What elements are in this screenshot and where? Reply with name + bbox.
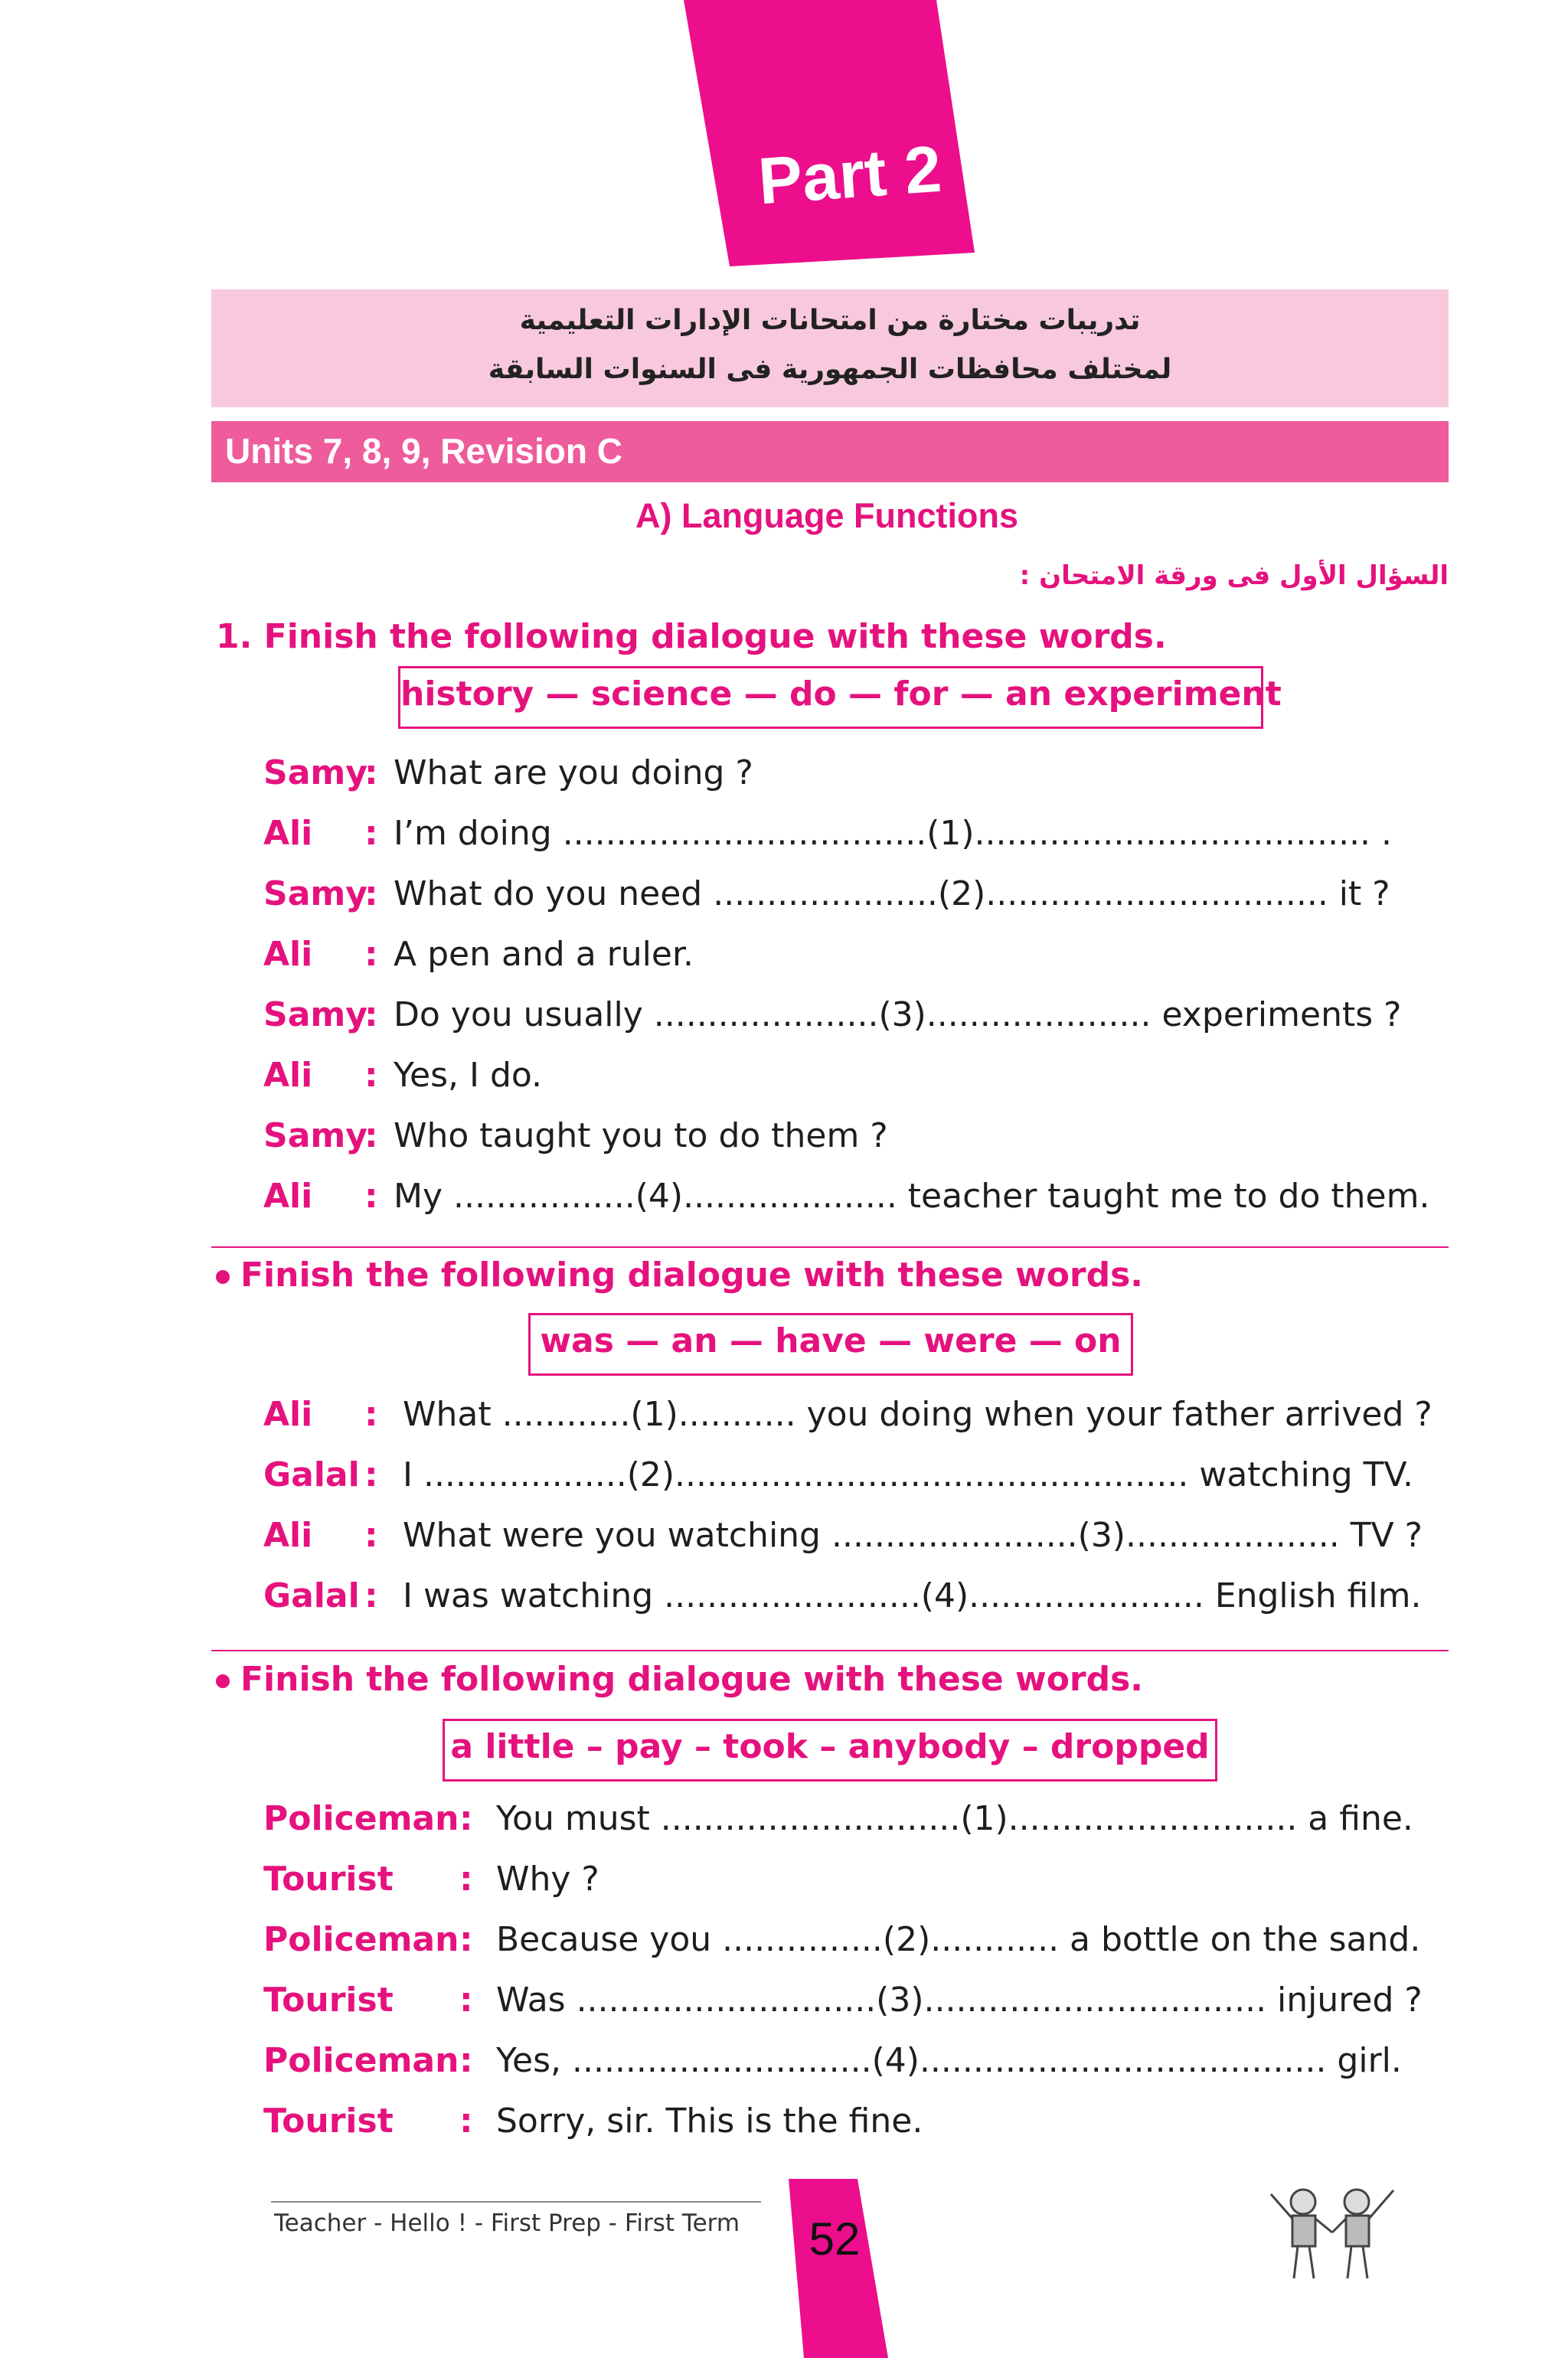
dialogue-line [0,1116,1568,1162]
speaker-colon: : [459,2102,473,2141]
dialogue-line [0,2041,1568,2087]
dialogue-line [0,753,1568,799]
dialogue-text: Was ............................(3)................................ injured ? [496,1981,1423,2020]
speaker-colon: : [459,1799,473,1838]
dialogue-text: I was watching ........................(4)...................... English film. [403,1576,1422,1615]
speaker-colon: : [364,1516,378,1555]
exercise1-instruction: 1. Finish the following dialogue with these words. [216,617,1167,656]
speaker-name: Samy [263,753,368,792]
dialogue-line [0,1981,1568,2027]
arabic-header-line-2: لمختلف محافظات الجمهورية فى السنوات السابقة [488,354,1172,385]
part-title: Part 2 [756,132,944,219]
dialogue-text: What ............(1)........... you doing when your father arrived ? [403,1395,1432,1434]
speaker-name: Samy [263,874,368,913]
exercise2-word-box: was — an — have — were — on [528,1313,1133,1376]
arabic-question-label: السؤال الأول فى ورقة الامتحان : [1019,560,1449,591]
speaker-colon: : [459,1920,473,1959]
speaker-colon: : [459,1981,473,2020]
dialogue-text: I ...................(2)................................................ watching TV. [403,1455,1413,1494]
dialogue-line [0,1920,1568,1966]
speaker-colon: : [364,995,378,1034]
dialogue-text: Who taught you to do them ? [394,1116,888,1155]
speaker-colon: : [364,1056,378,1095]
speaker-colon: : [364,935,378,974]
dialogue-text: What were you watching .......................(3).................... TV ? [403,1516,1423,1555]
dialogue-line [0,1177,1568,1223]
speaker-colon: : [364,874,378,913]
dialogue-text: Yes, ............................(4)...................................... girl. [496,2041,1402,2080]
speaker-name: Tourist [263,2102,394,2141]
speaker-name: Samy [263,995,368,1034]
bullet-icon [216,1674,230,1688]
speaker-colon: : [364,1576,378,1615]
speaker-colon: : [364,1395,378,1434]
speaker-name: Policeman [263,2041,459,2080]
exercise2-instruction-text: Finish the following dialogue with these words. [240,1256,1144,1295]
page-number: 52 [808,2213,861,2265]
dialogue-line [0,935,1568,981]
footer-text: Teacher - Hello ! - First Prep - First Term [274,2209,740,2237]
dialogue-line [0,1860,1568,1906]
dialogue-text: You must ............................(1)........................... a fine. [496,1799,1413,1838]
arabic-header-box [211,289,1449,407]
dialogue-line [0,995,1568,1041]
speaker-name: Ali [263,1395,313,1434]
exercise1-word-box: history — science — do — for — an experiment [398,666,1263,729]
speaker-colon: : [364,1455,378,1494]
speaker-name: Ali [263,1516,313,1555]
speaker-colon: : [364,1177,378,1216]
exercise3-instruction-text: Finish the following dialogue with these words. [240,1660,1144,1699]
dialogue-text: A pen and a ruler. [394,935,694,974]
dialogue-line [0,1395,1568,1441]
dialogue-text: Why ? [496,1860,599,1899]
speaker-name: Ali [263,1177,313,1216]
dialogue-text: My .................(4).................... teacher taught me to do them. [394,1177,1430,1216]
page-number-tab [773,2179,888,2358]
dialogue-text: Because you ...............(2)............ a bottle on the sand. [496,1920,1421,1959]
exercise3-word-box: a little – pay – took – anybody – dropped [443,1719,1217,1782]
arabic-header-line-1: تدريبات مختارة من امتحانات الإدارات التعليمية [519,305,1141,336]
dialogue-line [0,1516,1568,1562]
section-title: A) Language Functions [635,496,1018,535]
dialogue-text: Sorry, sir. This is the fine. [496,2102,923,2141]
speaker-name: Tourist [263,1860,394,1899]
dialogue-text: Yes, I do. [394,1056,543,1095]
speaker-colon: : [364,1116,378,1155]
speaker-name: Galal [263,1576,360,1615]
bullet-icon [216,1270,230,1284]
exercise3-instruction [216,1660,1143,1699]
dialogue-line [0,874,1568,920]
dialogue-text: What are you doing ? [394,753,753,792]
dialogue-text: Do you usually .....................(3)..................... experiments ? [394,995,1402,1034]
speaker-name: Policeman [263,1799,459,1838]
kids-illustration [1263,2171,1401,2286]
dialogue-line [0,814,1568,860]
footer-rule [271,2201,761,2203]
dialogue-text: I’m doing ..................................(1)..................................... . [394,814,1393,853]
speaker-name: Samy [263,1116,368,1155]
dialogue-line [0,1799,1568,1845]
speaker-colon: : [459,1860,473,1899]
speaker-name: Ali [263,935,313,974]
units-title: Units 7, 8, 9, Revision C [225,431,622,471]
divider [211,1246,1449,1248]
dialogue-line [0,2102,1568,2147]
dialogue-line [0,1576,1568,1622]
exercise2-instruction [216,1256,1143,1295]
speaker-name: Ali [263,1056,313,1095]
speaker-colon: : [364,753,378,792]
units-bar [211,421,1449,482]
speaker-name: Galal [263,1455,360,1494]
speaker-name: Ali [263,814,313,853]
speaker-colon: : [459,2041,473,2080]
dialogue-line [0,1455,1568,1501]
speaker-colon: : [364,814,378,853]
speaker-name: Tourist [263,1981,394,2020]
dialogue-line [0,1056,1568,1102]
dialogue-text: What do you need .....................(2)................................ it ? [394,874,1390,913]
speaker-name: Policeman [263,1920,459,1959]
divider [211,1650,1449,1651]
